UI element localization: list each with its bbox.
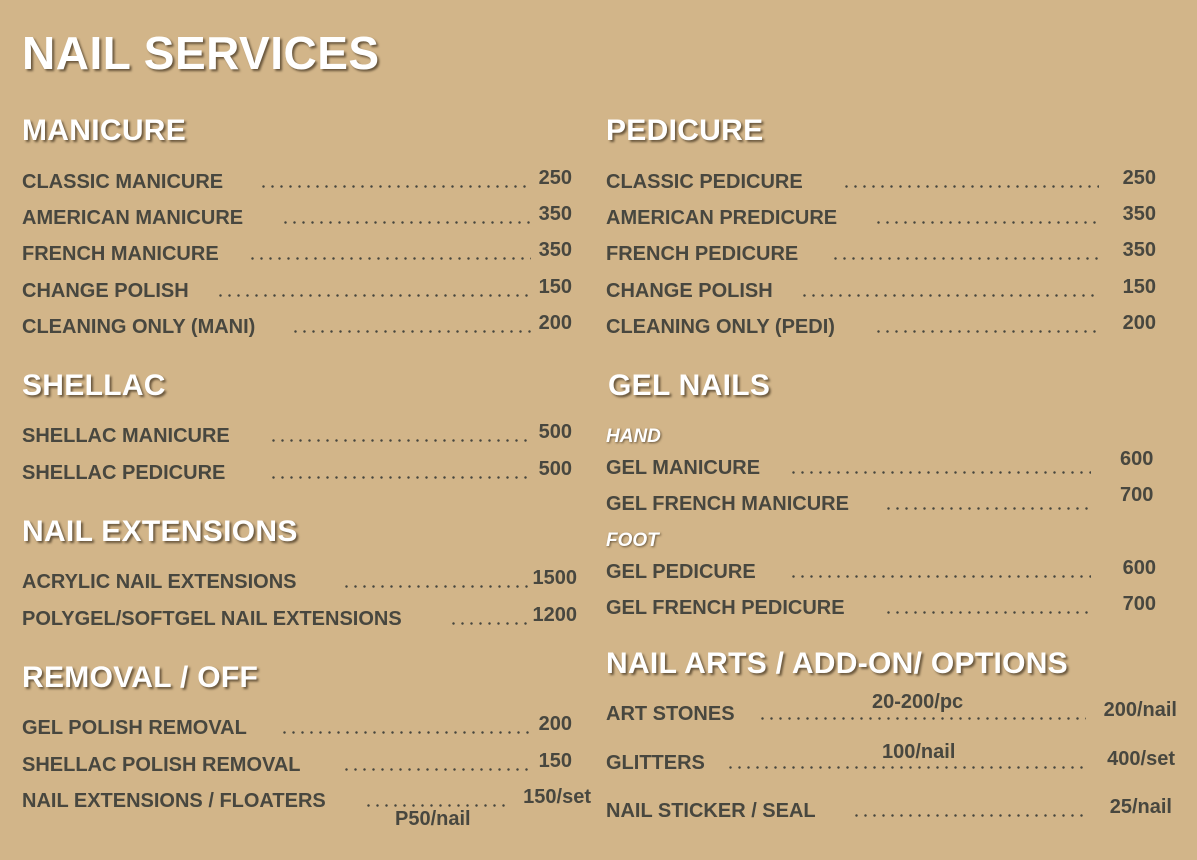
menu-item [22, 313, 572, 339]
menu-item [606, 204, 1156, 230]
dot-leader [259, 185, 531, 188]
item-price: 200 [538, 713, 572, 735]
item-price: 250 [538, 167, 572, 189]
item-name: ACRYLIC NAIL EXTENSIONS [22, 571, 297, 593]
dot-leader [216, 294, 531, 297]
item-note: P50/nail [395, 808, 471, 830]
dot-leader [789, 471, 1091, 474]
item-name: ART STONES [606, 703, 735, 725]
item-price: 350 [538, 239, 572, 261]
menu-item [22, 714, 572, 740]
item-name: AMERICAN MANICURE [22, 207, 244, 229]
dot-leader [884, 507, 1091, 510]
item-price: 150/set [523, 786, 591, 808]
item-price: 600 [1122, 557, 1156, 579]
item-price: 200 [1122, 312, 1156, 334]
menu-item [22, 204, 572, 230]
menu-item [22, 240, 572, 266]
item-name: CLASSIC PEDICURE [606, 171, 803, 193]
item-price: 350 [1122, 239, 1156, 261]
menu-item [606, 454, 1096, 480]
menu-item [22, 422, 572, 448]
item-name: CHANGE POLISH [606, 280, 773, 302]
gel-foot-label: FOOT [606, 530, 659, 551]
item-price: 150 [538, 750, 572, 772]
item-price: 200/nail [1103, 699, 1177, 721]
section-shellac-heading: SHELLAC [22, 369, 166, 402]
dot-leader [789, 575, 1091, 578]
dot-leader [449, 622, 531, 625]
dot-leader [852, 814, 1086, 817]
menu-item [606, 558, 1156, 584]
dot-leader [758, 717, 1086, 720]
dot-leader [831, 257, 1099, 260]
dot-leader [248, 257, 531, 260]
item-name: SHELLAC MANICURE [22, 425, 230, 447]
section-extensions-heading: NAIL EXTENSIONS [22, 515, 298, 548]
item-name: SHELLAC PEDICURE [22, 462, 226, 484]
item-name: CLEANING ONLY (PEDI) [606, 316, 835, 338]
menu-item [22, 168, 572, 194]
menu-item [606, 168, 1156, 194]
dot-leader [726, 766, 1086, 769]
menu-item [606, 797, 1172, 823]
item-name: FRENCH PEDICURE [606, 243, 799, 265]
item-name: POLYGEL/SOFTGEL NAIL EXTENSIONS [22, 608, 402, 630]
section-pedicure-heading: PEDICURE [606, 114, 764, 147]
item-price: 150 [1122, 276, 1156, 298]
item-price: 200 [538, 312, 572, 334]
item-price: 700 [1120, 484, 1154, 506]
dot-leader [281, 221, 531, 224]
item-price: 250 [1122, 167, 1156, 189]
item-name: GLITTERS [606, 752, 705, 774]
item-price: 25/nail [1109, 796, 1172, 818]
item-note: 20-200/pc [872, 691, 964, 713]
item-name: GEL FRENCH PEDICURE [606, 597, 845, 619]
menu-item [606, 277, 1156, 303]
dot-leader [842, 185, 1099, 188]
menu-item [606, 594, 1156, 620]
item-price: 1200 [532, 604, 577, 626]
menu-item [606, 240, 1156, 266]
menu-item [22, 605, 577, 631]
item-name: GEL POLISH REMOVAL [22, 717, 247, 739]
item-note: 100/nail [882, 741, 956, 763]
dot-leader [269, 476, 531, 479]
item-name: NAIL STICKER / SEAL [606, 800, 816, 822]
menu-item [22, 787, 591, 813]
menu-item [22, 568, 577, 594]
dot-leader [884, 611, 1091, 614]
dot-leader [291, 330, 531, 333]
dot-leader [269, 439, 531, 442]
item-price: 500 [538, 458, 572, 480]
menu-title: NAIL SERVICES [22, 27, 380, 79]
item-price: 1500 [532, 567, 577, 589]
dot-leader [342, 585, 531, 588]
item-price: 400/set [1107, 748, 1175, 770]
item-name: NAIL EXTENSIONS / FLOATERS [22, 790, 326, 812]
dot-leader [280, 731, 531, 734]
section-nail-arts-heading: NAIL ARTS / ADD-ON/ OPTIONS [606, 647, 1068, 680]
item-name: GEL FRENCH MANICURE [606, 493, 849, 515]
menu-item [606, 490, 1096, 516]
item-price: 150 [538, 276, 572, 298]
item-price: 600 [1120, 448, 1154, 470]
dot-leader [800, 294, 1099, 297]
section-gel-heading: GEL NAILS [608, 369, 771, 402]
section-removal-heading: REMOVAL / OFF [22, 661, 259, 694]
menu-item [22, 459, 572, 485]
menu-item [22, 277, 572, 303]
item-price: 350 [1122, 203, 1156, 225]
dot-leader [342, 768, 531, 771]
item-name: CLASSIC MANICURE [22, 171, 224, 193]
item-name: CHANGE POLISH [22, 280, 189, 302]
item-name: AMERICAN PREDICURE [606, 207, 838, 229]
item-name: FRENCH MANICURE [22, 243, 219, 265]
item-name: GEL MANICURE [606, 457, 761, 479]
dot-leader [874, 330, 1099, 333]
section-manicure-heading: MANICURE [22, 114, 187, 147]
item-name: GEL PEDICURE [606, 561, 756, 583]
menu-item [606, 313, 1156, 339]
item-price: 700 [1122, 593, 1156, 615]
menu-item [22, 751, 572, 777]
item-price: 500 [538, 421, 572, 443]
item-name: SHELLAC POLISH REMOVAL [22, 754, 301, 776]
gel-hand-label: HAND [606, 426, 661, 447]
item-name: CLEANING ONLY (MANI) [22, 316, 256, 338]
dot-leader [364, 804, 510, 807]
item-price: 350 [538, 203, 572, 225]
dot-leader [874, 221, 1099, 224]
